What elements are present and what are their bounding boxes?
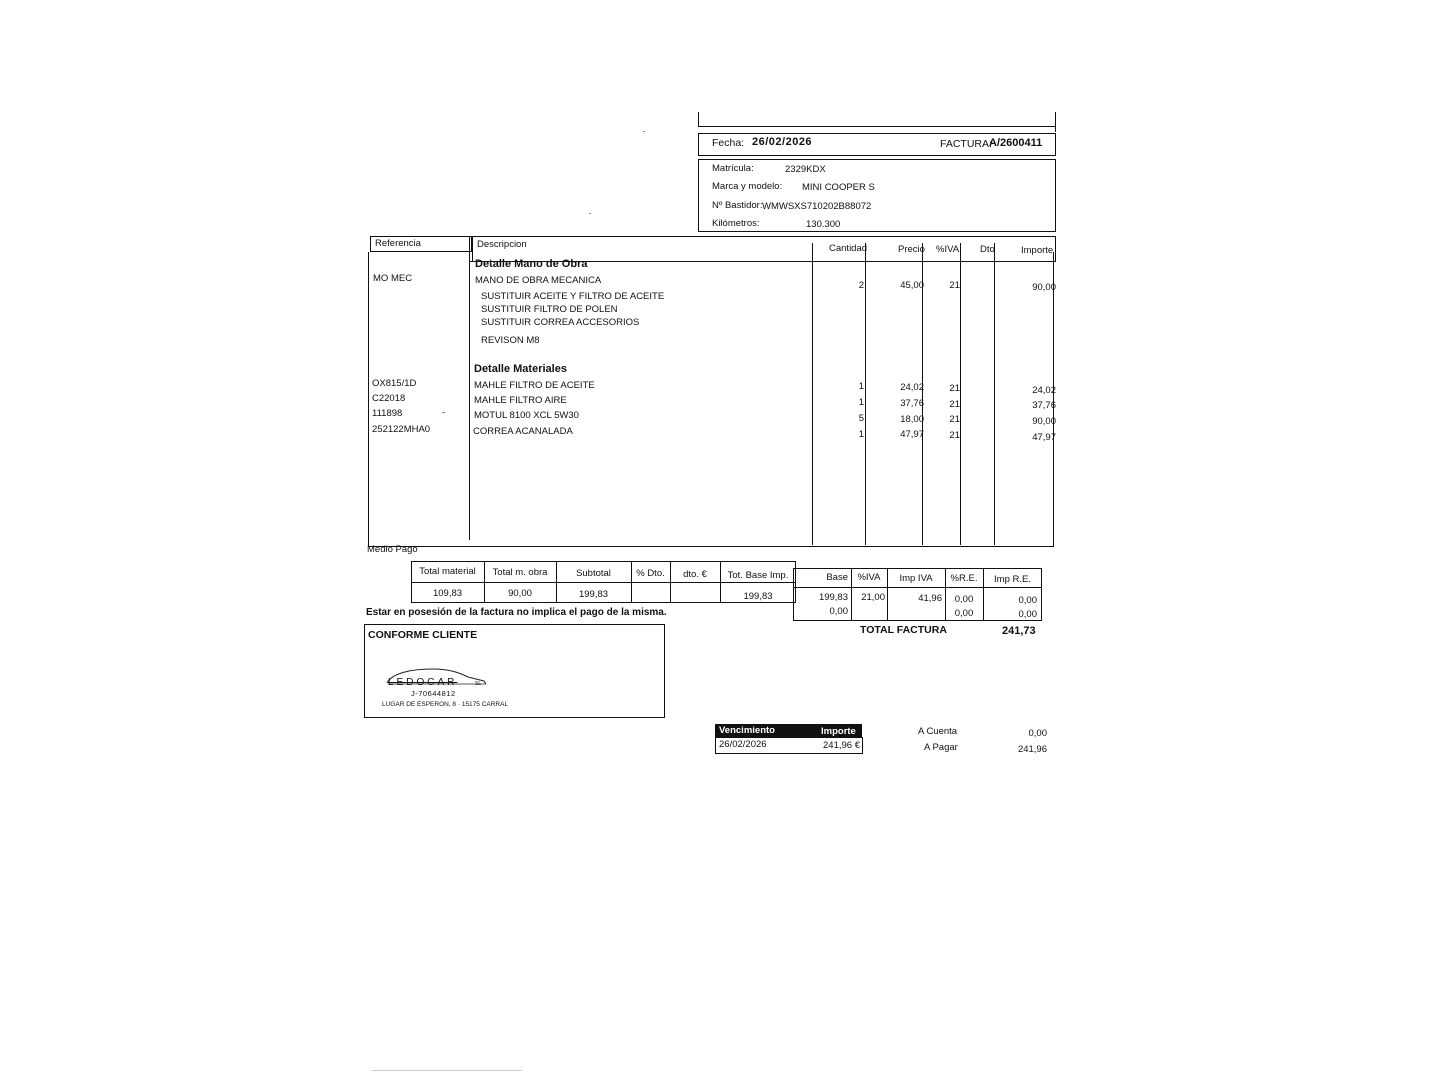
header-frame-right (1055, 112, 1056, 132)
scan-speck (589, 213, 591, 214)
bastidor-value: WMWSXS710202B88072 (762, 201, 872, 212)
a-pagar-label: A Pagar (924, 742, 958, 753)
vencimiento-importe: 241,96 € (823, 740, 860, 751)
material-desc: MAHLE FILTRO AIRE (474, 395, 567, 406)
tax-impiva-header: Imp IVA (899, 573, 933, 584)
fecha-value: 26/02/2026 (752, 136, 813, 148)
scan-speck (442, 412, 445, 413)
matricula-label: Matrícula: (712, 163, 754, 174)
total-mobra-value: 90,00 (508, 588, 532, 599)
material-qty: 1 (858, 429, 864, 440)
total-factura-label: TOTAL FACTURA (860, 624, 947, 636)
scan-speck (643, 131, 645, 132)
tax-impiva-value: 41,96 (918, 593, 942, 604)
date-invoice-box (698, 133, 1056, 156)
a-pagar-value: 241,96 (1017, 744, 1047, 755)
material-importe: 90,00 (1032, 416, 1056, 427)
material-iva: 21 (949, 430, 960, 441)
tax-iva-header: %IVA (857, 572, 881, 583)
material-ref: OX815/1D (372, 378, 417, 389)
base-imp-header: Tot. Base Imp. (727, 570, 789, 581)
dto-header-text: Dto (980, 244, 995, 255)
base-imp-value: 199,83 (743, 591, 773, 602)
total-material-header: Total material (419, 566, 476, 577)
mano-task: SUSTITUIR FILTRO DE POLEN (481, 304, 618, 315)
subtotal-header: Subtotal (576, 568, 611, 579)
a-cuenta-value: 0,00 (1028, 728, 1047, 739)
material-importe: 24,02 (1032, 385, 1056, 396)
mano-importe: 90,00 (1032, 282, 1056, 293)
scan-edge-line (372, 1070, 522, 1071)
material-precio: 18,00 (900, 414, 924, 425)
pct-dto-header: % Dto. (636, 568, 665, 579)
payment-notice: Estar en posesión de la factura no implica el pago de la misma. (366, 607, 667, 618)
vencimiento-header-label: Vencimiento (719, 725, 775, 736)
header-frame-bottom (698, 126, 1056, 127)
material-ref: C22018 (372, 393, 406, 404)
conforme-cliente-box (364, 624, 665, 718)
material-desc: MOTUL 8100 XCL 5W30 (474, 410, 579, 421)
totals-col-divider (670, 561, 671, 603)
marca-value: MINI COOPER S (802, 182, 875, 193)
marca-label: Marca y modelo: (712, 181, 783, 192)
tax-impre-header: Imp R.E. (994, 574, 1031, 585)
tax-base-value: 0,00 (829, 606, 848, 617)
total-factura-value: 241,73 (1002, 625, 1036, 637)
section-materiales: Detalle Materiales (474, 363, 567, 375)
tax-row-divider (793, 587, 1042, 588)
totals-row-divider (411, 582, 796, 583)
col-divider-ref (469, 236, 470, 540)
mano-qty: 2 (858, 280, 864, 291)
vehicle-box (698, 159, 1056, 232)
vencimiento-row (715, 737, 863, 754)
referencia-header-text: Referencia (375, 238, 421, 249)
fecha-label: Fecha: (712, 137, 745, 149)
material-desc: MAHLE FILTRO DE ACEITE (474, 380, 595, 391)
precio-header-text: Precio (898, 244, 925, 255)
mano-task: SUSTITUIR CORREA ACCESORIOS (481, 317, 640, 328)
tax-re-value: 0,00 (954, 608, 974, 619)
importe-header-text: Importe (1021, 245, 1054, 256)
material-qty: 1 (858, 397, 864, 408)
conforme-cliente-label: CONFORME CLIENTE (368, 629, 478, 641)
descripcion-header-text: Descripcion (477, 239, 527, 250)
stamp-cif: J-70644812 (411, 689, 456, 698)
material-ref: 252122MHA0 (372, 424, 431, 435)
bastidor-label: Nº Bastidor: (712, 200, 763, 211)
tax-base-value: 199,83 (818, 592, 848, 603)
mano-desc: MANO DE OBRA MECANICA (475, 275, 602, 286)
col-divider-iva (960, 243, 961, 545)
col-header-referencia (370, 236, 472, 252)
material-importe: 47,97 (1032, 432, 1056, 443)
section-mano-obra: Detalle Mano de Obra (475, 258, 588, 270)
vencimiento-fecha: 26/02/2026 (719, 739, 767, 750)
company-stamp (382, 663, 509, 713)
km-value: 130.300 (806, 219, 841, 230)
material-ref: 111898 (372, 408, 403, 419)
medio-pago-label: Medio Pago (367, 544, 418, 555)
mano-precio: 45,00 (900, 280, 924, 291)
mano-task: SUSTITUIR ACEITE Y FILTRO DE ACEITE (481, 291, 665, 302)
importe-header-label: Importe (821, 726, 856, 737)
tax-iva-value: 21,00 (861, 592, 885, 603)
col-divider-dto (994, 243, 995, 545)
dto-eur-header: dto. € (683, 569, 707, 580)
a-cuenta-label: A Cuenta (918, 726, 958, 737)
material-qty: 5 (858, 413, 864, 424)
material-iva: 21 (949, 399, 960, 410)
col-divider-cant (865, 243, 866, 545)
header-frame-left (698, 112, 699, 126)
subtotal-value: 199,83 (578, 589, 609, 600)
factura-number: A/2600411 (989, 137, 1043, 149)
col-divider-desc (812, 243, 813, 545)
tax-base-header: Base (826, 572, 848, 583)
tax-re-value: 0,00 (954, 594, 974, 605)
material-iva: 21 (949, 383, 960, 394)
km-label: Kilómetros: (712, 218, 760, 229)
mano-task: REVISON M8 (481, 335, 540, 346)
tax-impre-value: 0,00 (1018, 595, 1037, 606)
stamp-name: LEDOCAR (388, 677, 458, 688)
stamp-address: LUGAR DE ESPERON, 8 · 15175 CARRAL (382, 701, 509, 708)
tax-re-header: %R.E. (950, 573, 978, 584)
total-mobra-header: Total m. obra (492, 567, 548, 578)
iva-header-text: %IVA (936, 244, 960, 255)
material-precio: 37,76 (900, 398, 924, 409)
material-precio: 24,02 (900, 382, 924, 393)
matricula-value: 2329KDX (785, 164, 826, 175)
material-iva: 21 (949, 414, 960, 425)
cantidad-header-text: Cantidad (829, 243, 868, 254)
material-importe: 37,76 (1032, 400, 1056, 411)
material-precio: 47,97 (900, 429, 924, 440)
material-qty: 1 (858, 381, 864, 392)
material-desc: CORREA ACANALADA (473, 426, 573, 437)
factura-label: FACTURA: (940, 138, 992, 150)
tax-impre-value: 0,00 (1018, 609, 1037, 620)
vencimiento-header (715, 724, 862, 737)
mano-iva: 21 (949, 280, 960, 291)
stamp-suffix: SL (475, 681, 482, 687)
mano-ref: MO MEC (373, 273, 413, 284)
total-material-value: 109,83 (432, 588, 463, 599)
